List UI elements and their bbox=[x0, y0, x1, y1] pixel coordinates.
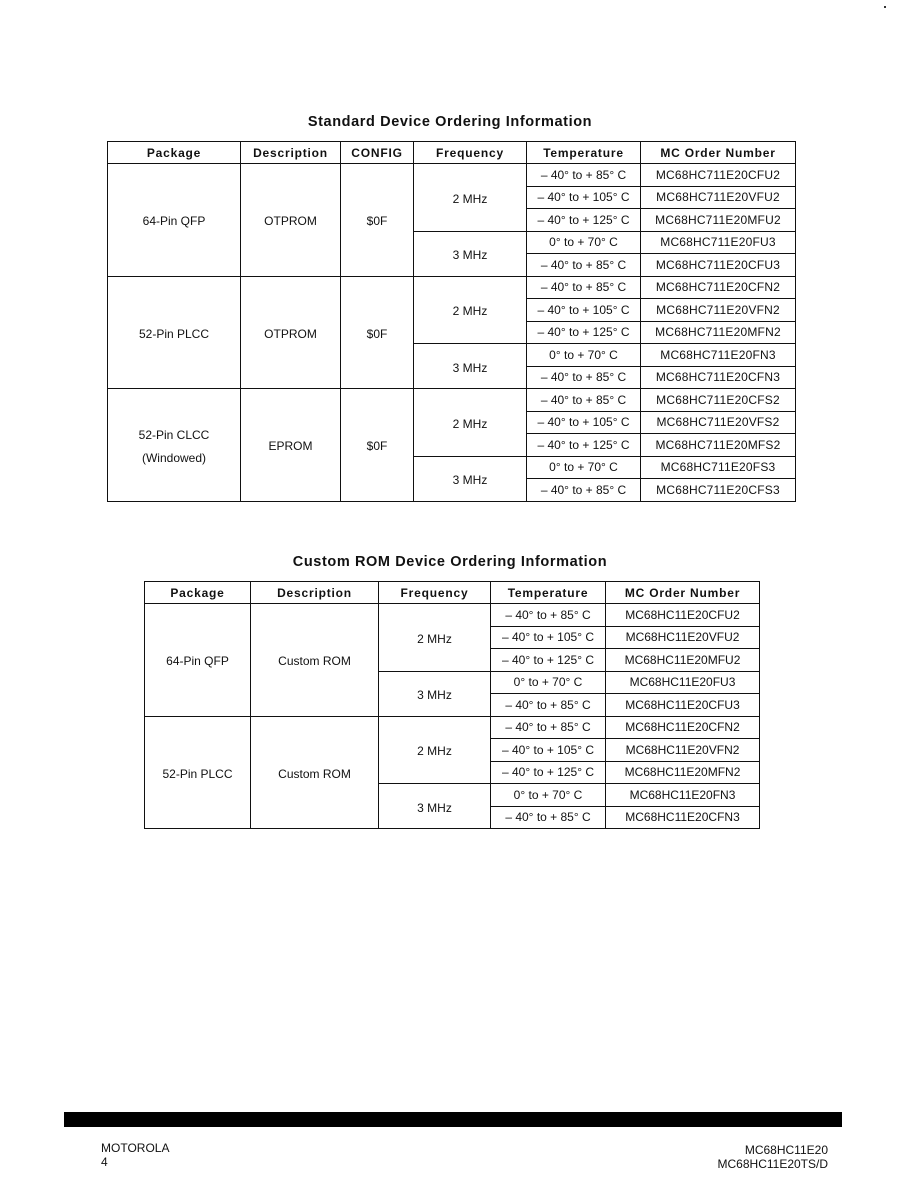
col-header-package: Package bbox=[145, 582, 251, 604]
order-number-cell: MC68HC711E20MFU2 bbox=[641, 209, 796, 232]
table-header-row bbox=[145, 582, 760, 604]
order-number-cell: MC68HC11E20CFN2 bbox=[606, 716, 760, 739]
package-name: 64-Pin QFP bbox=[142, 214, 206, 229]
config-cell: $0F bbox=[341, 164, 414, 277]
order-number-cell: MC68HC711E20CFN3 bbox=[641, 366, 796, 389]
standard-table-body bbox=[108, 164, 796, 502]
config-cell: $0F bbox=[341, 389, 414, 502]
package-name: 52-Pin CLCC bbox=[138, 427, 210, 442]
order-number-cell: MC68HC11E20MFU2 bbox=[606, 649, 760, 672]
package-cell bbox=[145, 604, 251, 717]
order-number-cell: MC68HC711E20CFS3 bbox=[641, 479, 796, 502]
order-number-cell: MC68HC711E20VFN2 bbox=[641, 299, 796, 322]
frequency-cell: 2 MHz bbox=[379, 604, 491, 672]
col-header-frequency: Frequency bbox=[414, 142, 527, 164]
temperature-cell: – 40° to + 85° C bbox=[491, 716, 606, 739]
order-number-cell: MC68HC11E20CFU3 bbox=[606, 694, 760, 717]
footer-page-number: 4 bbox=[101, 1155, 108, 1169]
order-number-cell: MC68HC711E20CFS2 bbox=[641, 389, 796, 412]
order-number-cell: MC68HC711E20MFN2 bbox=[641, 321, 796, 344]
temperature-cell: – 40° to + 125° C bbox=[527, 209, 641, 232]
col-header-config: CONFIG bbox=[341, 142, 414, 164]
frequency-cell: 3 MHz bbox=[414, 344, 527, 389]
table-row bbox=[108, 276, 796, 299]
description-cell: OTPROM bbox=[241, 276, 341, 389]
temperature-cell: – 40° to + 85° C bbox=[491, 604, 606, 627]
order-number-cell: MC68HC11E20FN3 bbox=[606, 784, 760, 807]
order-number-cell: MC68HC711E20CFU3 bbox=[641, 254, 796, 277]
order-number-cell: MC68HC711E20VFU2 bbox=[641, 186, 796, 209]
temperature-cell: – 40° to + 125° C bbox=[491, 761, 606, 784]
temperature-cell: – 40° to + 125° C bbox=[527, 321, 641, 344]
description-cell: EPROM bbox=[241, 389, 341, 502]
temperature-cell: – 40° to + 85° C bbox=[527, 479, 641, 502]
description-cell: Custom ROM bbox=[251, 604, 379, 717]
frequency-cell: 2 MHz bbox=[379, 716, 491, 784]
frequency-cell: 3 MHz bbox=[379, 671, 491, 716]
order-number-cell: MC68HC11E20MFN2 bbox=[606, 761, 760, 784]
description-cell: OTPROM bbox=[241, 164, 341, 277]
order-number-cell: MC68HC11E20FU3 bbox=[606, 671, 760, 694]
package-cell bbox=[145, 716, 251, 829]
order-number-cell: MC68HC11E20CFU2 bbox=[606, 604, 760, 627]
custom-table-title: Custom ROM Device Ordering Information bbox=[292, 554, 608, 570]
table-header-row bbox=[108, 142, 796, 164]
frequency-cell: 3 MHz bbox=[414, 231, 527, 276]
footer-left bbox=[101, 1141, 169, 1169]
footer-doc-id: MC68HC11E20TS/D bbox=[717, 1157, 828, 1171]
package-cell bbox=[108, 389, 241, 502]
scan-speck bbox=[884, 6, 886, 8]
order-number-cell: MC68HC11E20CFN3 bbox=[606, 806, 760, 829]
frequency-cell: 3 MHz bbox=[379, 784, 491, 829]
package-cell bbox=[108, 276, 241, 389]
temperature-cell: – 40° to + 85° C bbox=[527, 276, 641, 299]
temperature-cell: 0° to + 70° C bbox=[527, 456, 641, 479]
package-note: (Windowed) bbox=[141, 450, 207, 465]
order-number-cell: MC68HC711E20FN3 bbox=[641, 344, 796, 367]
temperature-cell: – 40° to + 105° C bbox=[527, 186, 641, 209]
temperature-cell: – 40° to + 105° C bbox=[491, 739, 606, 762]
table-row bbox=[145, 604, 760, 627]
table-row bbox=[145, 716, 760, 739]
frequency-cell: 2 MHz bbox=[414, 389, 527, 457]
temperature-cell: – 40° to + 125° C bbox=[527, 434, 641, 457]
temperature-cell: – 40° to + 125° C bbox=[491, 649, 606, 672]
footer-company: MOTOROLA bbox=[101, 1141, 170, 1155]
table-row bbox=[108, 164, 796, 187]
order-number-cell: MC68HC711E20FU3 bbox=[641, 231, 796, 254]
temperature-cell: 0° to + 70° C bbox=[527, 231, 641, 254]
custom-rom-ordering-table bbox=[144, 581, 760, 829]
footer-right bbox=[718, 1143, 828, 1171]
standard-table-title: Standard Device Ordering Information bbox=[307, 114, 593, 130]
order-number-cell: MC68HC711E20VFS2 bbox=[641, 411, 796, 434]
config-cell: $0F bbox=[341, 276, 414, 389]
temperature-cell: – 40° to + 105° C bbox=[491, 626, 606, 649]
order-number-cell: MC68HC11E20VFU2 bbox=[606, 626, 760, 649]
col-header-description: Description bbox=[241, 142, 341, 164]
temperature-cell: – 40° to + 85° C bbox=[527, 389, 641, 412]
footer-rule bbox=[64, 1112, 842, 1127]
footer-doc-part: MC68HC11E20 bbox=[744, 1143, 828, 1157]
frequency-cell: 2 MHz bbox=[414, 276, 527, 344]
temperature-cell: 0° to + 70° C bbox=[491, 671, 606, 694]
table-row bbox=[108, 389, 796, 412]
order-number-cell: MC68HC711E20FS3 bbox=[641, 456, 796, 479]
col-header-frequency: Frequency bbox=[379, 582, 491, 604]
frequency-cell: 2 MHz bbox=[414, 164, 527, 232]
temperature-cell: 0° to + 70° C bbox=[527, 344, 641, 367]
col-header-order-number: MC Order Number bbox=[606, 582, 760, 604]
order-number-cell: MC68HC11E20VFN2 bbox=[606, 739, 760, 762]
temperature-cell: – 40° to + 85° C bbox=[491, 694, 606, 717]
package-cell bbox=[108, 164, 241, 277]
temperature-cell: – 40° to + 85° C bbox=[527, 164, 641, 187]
frequency-cell: 3 MHz bbox=[414, 456, 527, 501]
custom-table-body bbox=[145, 604, 760, 829]
col-header-temperature: Temperature bbox=[491, 582, 606, 604]
temperature-cell: 0° to + 70° C bbox=[491, 784, 606, 807]
order-number-cell: MC68HC711E20CFN2 bbox=[641, 276, 796, 299]
package-name: 52-Pin PLCC bbox=[138, 326, 210, 341]
package-name: 52-Pin PLCC bbox=[162, 766, 233, 781]
temperature-cell: – 40° to + 105° C bbox=[527, 299, 641, 322]
standard-ordering-table bbox=[107, 141, 796, 502]
col-header-package: Package bbox=[108, 142, 241, 164]
temperature-cell: – 40° to + 85° C bbox=[527, 254, 641, 277]
temperature-cell: – 40° to + 85° C bbox=[527, 366, 641, 389]
temperature-cell: – 40° to + 85° C bbox=[491, 806, 606, 829]
col-header-description: Description bbox=[251, 582, 379, 604]
col-header-temperature: Temperature bbox=[527, 142, 641, 164]
col-header-order-number: MC Order Number bbox=[641, 142, 796, 164]
order-number-cell: MC68HC711E20MFS2 bbox=[641, 434, 796, 457]
order-number-cell: MC68HC711E20CFU2 bbox=[641, 164, 796, 187]
package-name: 64-Pin QFP bbox=[166, 654, 229, 669]
temperature-cell: – 40° to + 105° C bbox=[527, 411, 641, 434]
description-cell: Custom ROM bbox=[251, 716, 379, 829]
